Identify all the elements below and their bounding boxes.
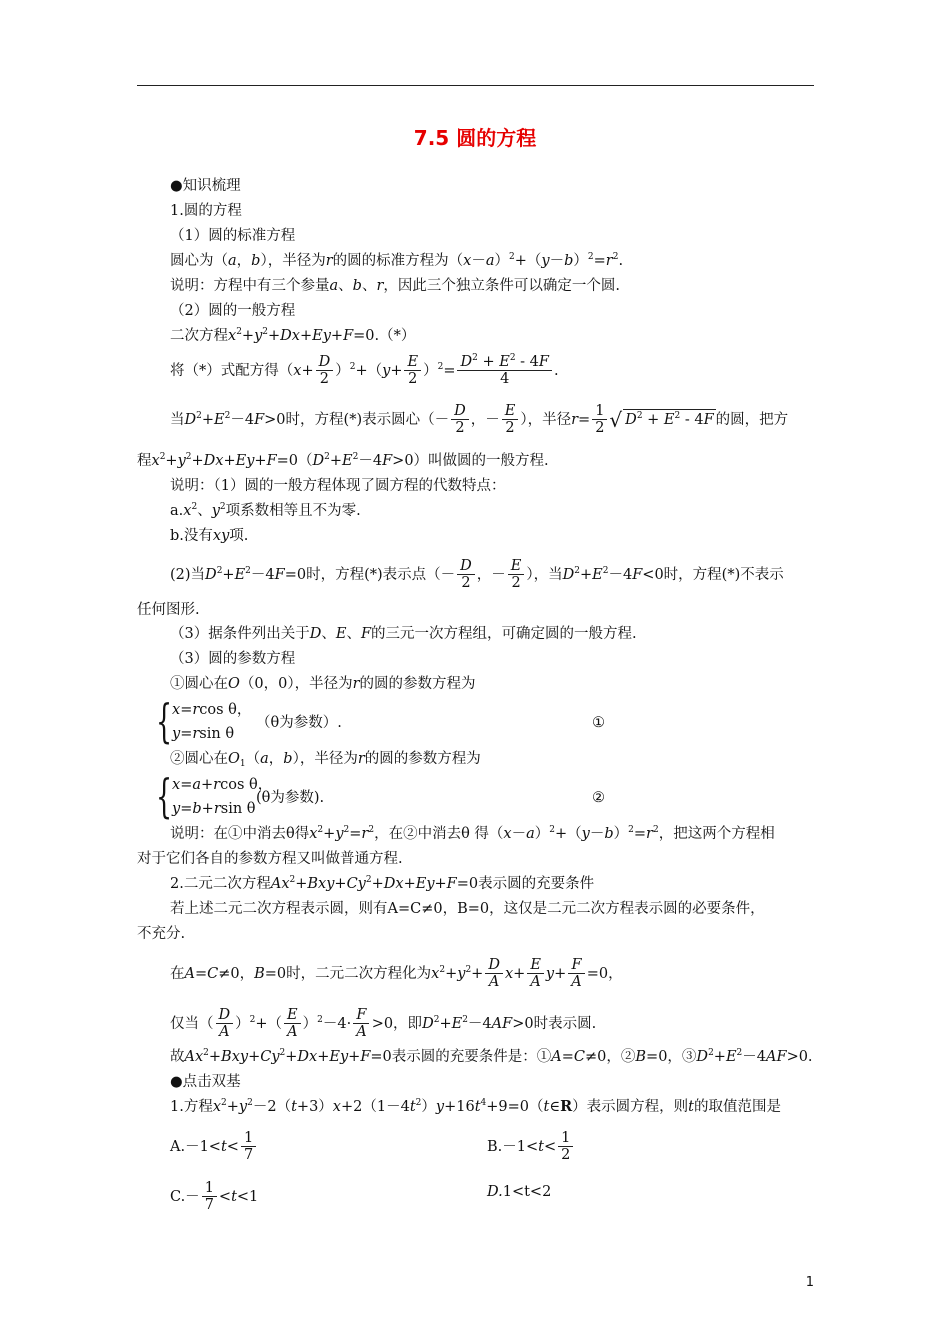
text-line: ①圆心在O（0，0），半径为r的圆的参数方程为 — [170, 676, 476, 692]
page-number: 1 — [805, 1275, 814, 1290]
brace: { — [156, 769, 173, 823]
text-line: （2）圆的一般方程 — [170, 303, 296, 319]
text-line: 程$x^2+y^2+Dx+Ey+F=0(D^2+E^2-4F>0)$叫做圆的一般方程. — [137, 452, 549, 469]
header-rule — [137, 85, 814, 86]
formula-line: 在A=C≠0，B=0时，二元二次方程化为$x^2+y^2+$ $\frac{D}{A}$ x+ $\frac{E}{A}$ y+ $\frac{F}{A}$ =0， — [170, 957, 623, 990]
formula-line: y=rsin θ — [172, 726, 235, 742]
formula-line: 仅当（ $\frac{D}{A}$ ）$^2$+（ $\frac{E}{A}$ ）$^2$－4· $\frac{F}{A}$ >0，即$D^2+E^2-4AF>0$时表示圆. — [170, 1007, 597, 1040]
text-line: 对于它们各自的参数方程又叫做普通方程. — [137, 851, 403, 867]
text-line: 任何图形. — [137, 602, 200, 618]
option-a: A.－1<t< $\frac{1}{7}$ — [170, 1130, 258, 1164]
formula-line: 当$D^2+E^2-4F>0$时，方程(*)表示圆心（－ $\frac{D}{2}$ ，－ $\frac{E}{2}$ ），半径r= $\frac{1}{2}$ √ $D^2 + E^2 - 4F$ 的圆，把方 — [170, 403, 789, 436]
text-line: （3）据条件列出关于D、E、F的三元一次方程组，可确定圆的一般方程. — [170, 626, 637, 642]
formula-line: x=rcos θ， — [172, 702, 252, 718]
text-line: b.没有xy项. — [170, 528, 249, 544]
text-line: 不充分. — [137, 926, 186, 942]
text-line: 2.二元二次方程$Ax^2+Bxy+Cy^2+Dx+Ey+F=0$表示圆的充要条件 — [170, 875, 595, 892]
formula-line: x=a+rcos θ， — [172, 777, 273, 793]
section-heading: ●点击双基 — [170, 1074, 241, 1090]
param-note: （θ为参数）. — [256, 715, 342, 731]
text-line: 故$Ax^2+Bxy+Cy^2+Dx+Ey+F=0$表示圆的充要条件是：①A=C≠0，②B=0，$③D^2+E^2-4AF>0$. — [170, 1048, 813, 1065]
text-line: 圆心为（a，b），半径为r的圆的标准方程为$(x-a)^2+(y-b)^2=r^2$. — [170, 252, 624, 269]
option-b: B.－1<t< $\frac{1}{2}$ — [487, 1130, 575, 1164]
text-line: 若上述二元二次方程表示圆，则有A=C≠0，B=0，这仅是二元二次方程表示圆的必要条件， — [170, 901, 765, 917]
text-line: （3）圆的参数方程 — [170, 651, 296, 667]
text-line: 1.圆的方程 — [170, 203, 242, 219]
text-line: 说明：方程中有三个参量a、b、r，因此三个独立条件可以确定一个圆. — [170, 278, 620, 294]
equation-number: ① — [592, 715, 605, 731]
formula-line: (2)当$D^2+E^2-4F=0$时，方程(*)表示点（－ $\frac{D}{2}$ ，－ $\frac{E}{2}$ ），当$D^2+E^2-4F<0$时，方程(*)不表示 — [170, 558, 784, 591]
formula-line: 将（*）式配方得（x+ $\frac{D}{2}$ ）$^2$+（y+ $\frac{E}{2}$ ）$^2$= $\frac{D^2 + E^2 - 4F}{4}$ . — [170, 353, 559, 387]
option-d: D.1<t<2 — [487, 1184, 552, 1200]
formula-line: y=b+rsin θ — [172, 801, 256, 817]
text-line: ②圆心在$O_1(a$，b），半径为r的圆的参数方程为 — [170, 751, 481, 769]
text-line: 说明：（1）圆的一般方程体现了圆方程的代数特点： — [170, 478, 506, 494]
section-heading: ●知识梳理 — [170, 178, 241, 194]
text-line: $a.x^2$、$y^2$项系数相等且不为零. — [170, 502, 361, 519]
text-line: （1）圆的标准方程 — [170, 228, 296, 244]
text-line: 二次方程$x^2+y^2+Dx+Ey+F=0.(*)$ — [170, 327, 416, 344]
option-c: C.－ $\frac{1}{7}$ <t<1 — [170, 1180, 259, 1213]
question-text: 1.方程$x^2+y^2-2(t+3)x+2(1-4t^2)y+16t^4+9=0(t\in R)$表示圆方程，则t的取值范围是 — [170, 1098, 781, 1115]
param-note: (θ为参数). — [256, 790, 325, 806]
brace: { — [156, 694, 173, 748]
equation-number: ② — [592, 790, 605, 806]
page-title: 7.5 圆的方程 — [413, 126, 537, 150]
text-line: 说明：在①中消去θ得$x^2+y^2=r^2$，在②中消去θ 得$(x-a)^2+(y-b)^2=r^2$，把这两个方程相 — [170, 825, 775, 842]
